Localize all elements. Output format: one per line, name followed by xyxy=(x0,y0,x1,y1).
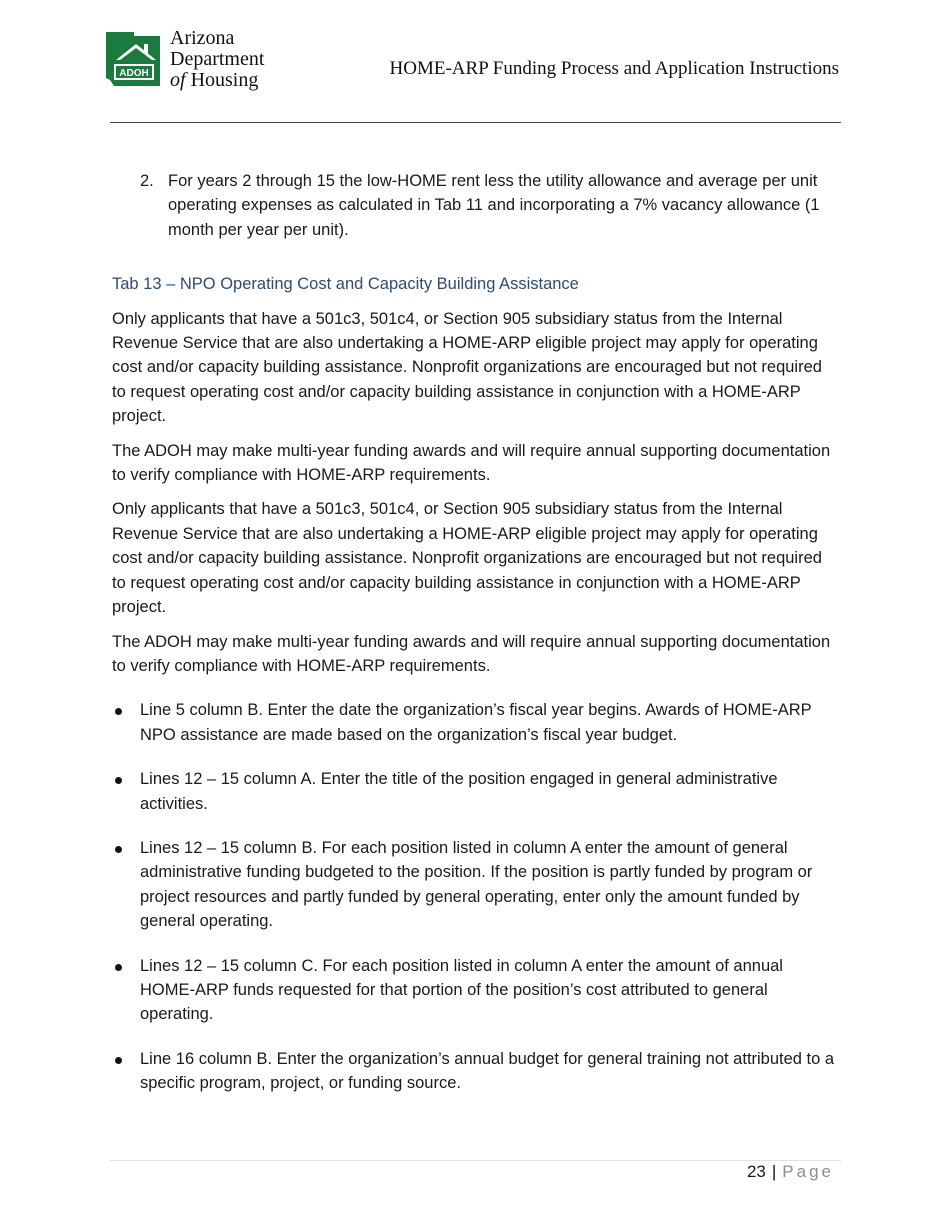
bullet-item: Lines 12 – 15 column A. Enter the title of the position engaged in general administrative activities. xyxy=(112,767,840,816)
list-item-text: For years 2 through 15 the low-HOME rent less the utility allowance and average per unit operating expenses as calculated in Tab 11 and incorporating a 7% vacancy allowance (1 month per year per unit). xyxy=(168,172,820,239)
svg-text:ADOH: ADOH xyxy=(119,68,149,79)
section-heading: Tab 13 – NPO Operating Cost and Capacity Building Assistance xyxy=(112,275,579,294)
header-divider xyxy=(110,122,841,123)
logo-line-arizona: Arizona xyxy=(170,27,235,49)
footer-divider xyxy=(110,1160,841,1161)
logo-wordmark xyxy=(170,28,264,91)
list-number: 2. xyxy=(140,172,154,190)
page-label: Page xyxy=(782,1162,834,1181)
numbered-list-item xyxy=(140,169,840,242)
page-content xyxy=(112,169,840,1116)
adoh-logo-icon xyxy=(104,30,162,88)
footer-separator: | xyxy=(771,1162,777,1181)
logo-line-department: Department xyxy=(170,48,265,70)
paragraph: The ADOH may make multi-year funding awards and will require annual supporting documentation to verify compliance with HOME-ARP requirements. xyxy=(112,441,831,485)
bullet-item: Line 5 column B. Enter the date the organization’s fiscal year begins. Awards of HOME-ARP NPO assistance are made based on the organization’s fiscal year budget. xyxy=(112,698,840,747)
logo-line-housing xyxy=(170,70,264,91)
bullet-item: Lines 12 – 15 column B. For each position listed in column A enter the amount of general administrative funding budgeted to the position. If the position is partly funded by program or project resources and partly funded by general operating, enter only the amount funded by general operating. xyxy=(112,836,840,934)
page-footer xyxy=(747,1162,834,1182)
paragraph: Only applicants that have a 501c3, 501c4, or Section 905 subsidiary status from the Internal Revenue Service that are also undertaking a HOME-ARP eligible project may apply for operating cost and/or capacity building assistance. Nonprofit organizations are encouraged but not required to request operating cost and/or capacity building assistance in conjunction with a HOME-ARP project. xyxy=(112,309,822,426)
bullet-item: Line 16 column B. Enter the organization’s annual budget for general training not attributed to a specific program, project, or funding source. xyxy=(112,1047,840,1096)
page-number: 23 xyxy=(746,1162,766,1181)
bullet-item: Lines 12 – 15 column C. For each position listed in column A enter the amount of annual HOME-ARP funds requested for that portion of the position’s cost attributed to general operating. xyxy=(112,954,840,1027)
paragraph: Only applicants that have a 501c3, 501c4, or Section 905 subsidiary status from the Internal Revenue Service that are also undertaking a HOME-ARP eligible project may apply for operating cost and/or capacity building assistance. Nonprofit organizations are encouraged but not required to request operating cost and/or capacity building assistance in conjunction with a HOME-ARP project. xyxy=(112,500,822,617)
bullet-list xyxy=(112,698,840,1095)
paragraph: The ADOH may make multi-year funding awards and will require annual supporting documentation to verify compliance with HOME-ARP requirements. xyxy=(112,632,831,675)
document-title: HOME-ARP Funding Process and Application Instructions xyxy=(389,58,839,79)
logo-housing: Housing xyxy=(185,69,259,91)
logo-of: of xyxy=(170,69,186,91)
adoh-logo xyxy=(104,28,279,94)
